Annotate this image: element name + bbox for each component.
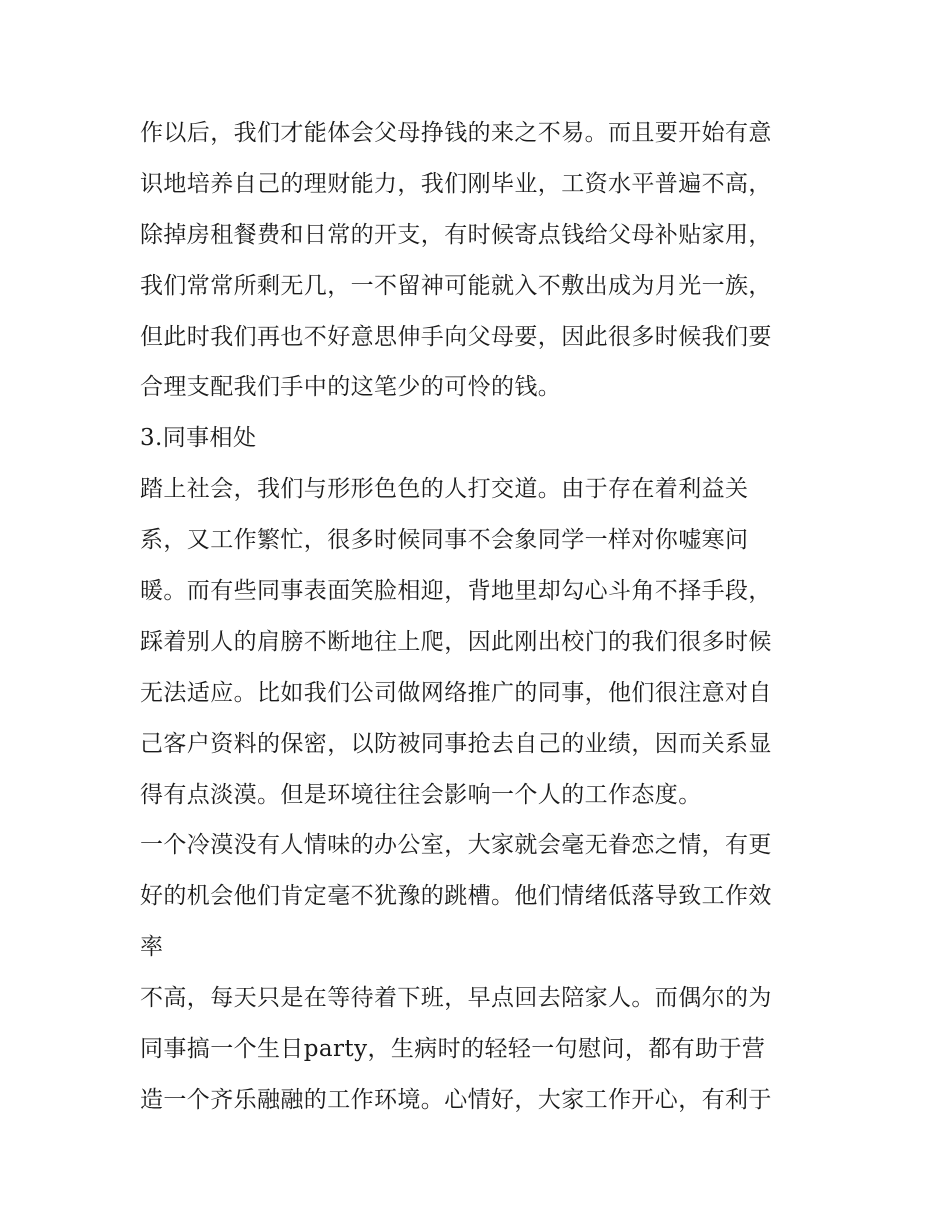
text-line: 但此时我们再也不好意思伸手向父母要，因此很多时候我们要 <box>140 323 772 350</box>
text-line: 我们常常所剩无几，一不留神可能就入不敷出成为月光一族， <box>140 272 772 299</box>
text-line: 率 <box>140 934 164 961</box>
text-line: 一个冷漠没有人情味的办公室，大家就会毫无眷恋之情，有更 <box>140 832 772 859</box>
text-line: 得有点淡漠。但是环境往往会影响一个人的工作态度。 <box>140 781 702 808</box>
text-line: 无法适应。比如我们公司做网络推广的同事，他们很注意对自 <box>140 679 772 706</box>
text-line: 作以后，我们才能体会父母挣钱的来之不易。而且要开始有意 <box>140 120 772 146</box>
text-line: 除掉房租餐费和日常的开支，有时候寄点钱给父母补贴家用， <box>140 221 772 248</box>
text-line: 同事搞一个生日party，生病时的轻轻一句慰问，都有助于营 <box>140 1036 766 1063</box>
document-body <box>140 108 820 1126</box>
text-line: 踩着别人的肩膀不断地往上爬，因此刚出校门的我们很多时候 <box>140 628 772 655</box>
text-line: 己客户资料的保密，以防被同事抢去自己的业绩，因而关系显 <box>140 730 772 757</box>
text-line: 合理支配我们手中的这笔少的可怜的钱。 <box>140 374 562 401</box>
text-line: 踏上社会，我们与形形色色的人打交道。由于存在着利益关 <box>140 476 749 503</box>
text-line: 系，又工作繁忙，很多时候同事不会象同学一样对你嘘寒问 <box>140 527 749 554</box>
text-line: 识地培养自己的理财能力，我们刚毕业，工资水平普遍不高， <box>140 170 772 197</box>
text-line: 好的机会他们肯定毫不犹豫的跳槽。他们情绪低落导致工作效 <box>140 883 772 910</box>
section-heading: 3.同事相处 <box>140 425 257 452</box>
text-line: 造一个齐乐融融的工作环境。心情好，大家工作开心，有利于 <box>140 1086 772 1113</box>
text-line: 暖。而有些同事表面笑脸相迎，背地里却勾心斗角不择手段， <box>140 578 772 605</box>
text-line: 不高，每天只是在等待着下班，早点回去陪家人。而偶尔的为 <box>140 985 772 1012</box>
